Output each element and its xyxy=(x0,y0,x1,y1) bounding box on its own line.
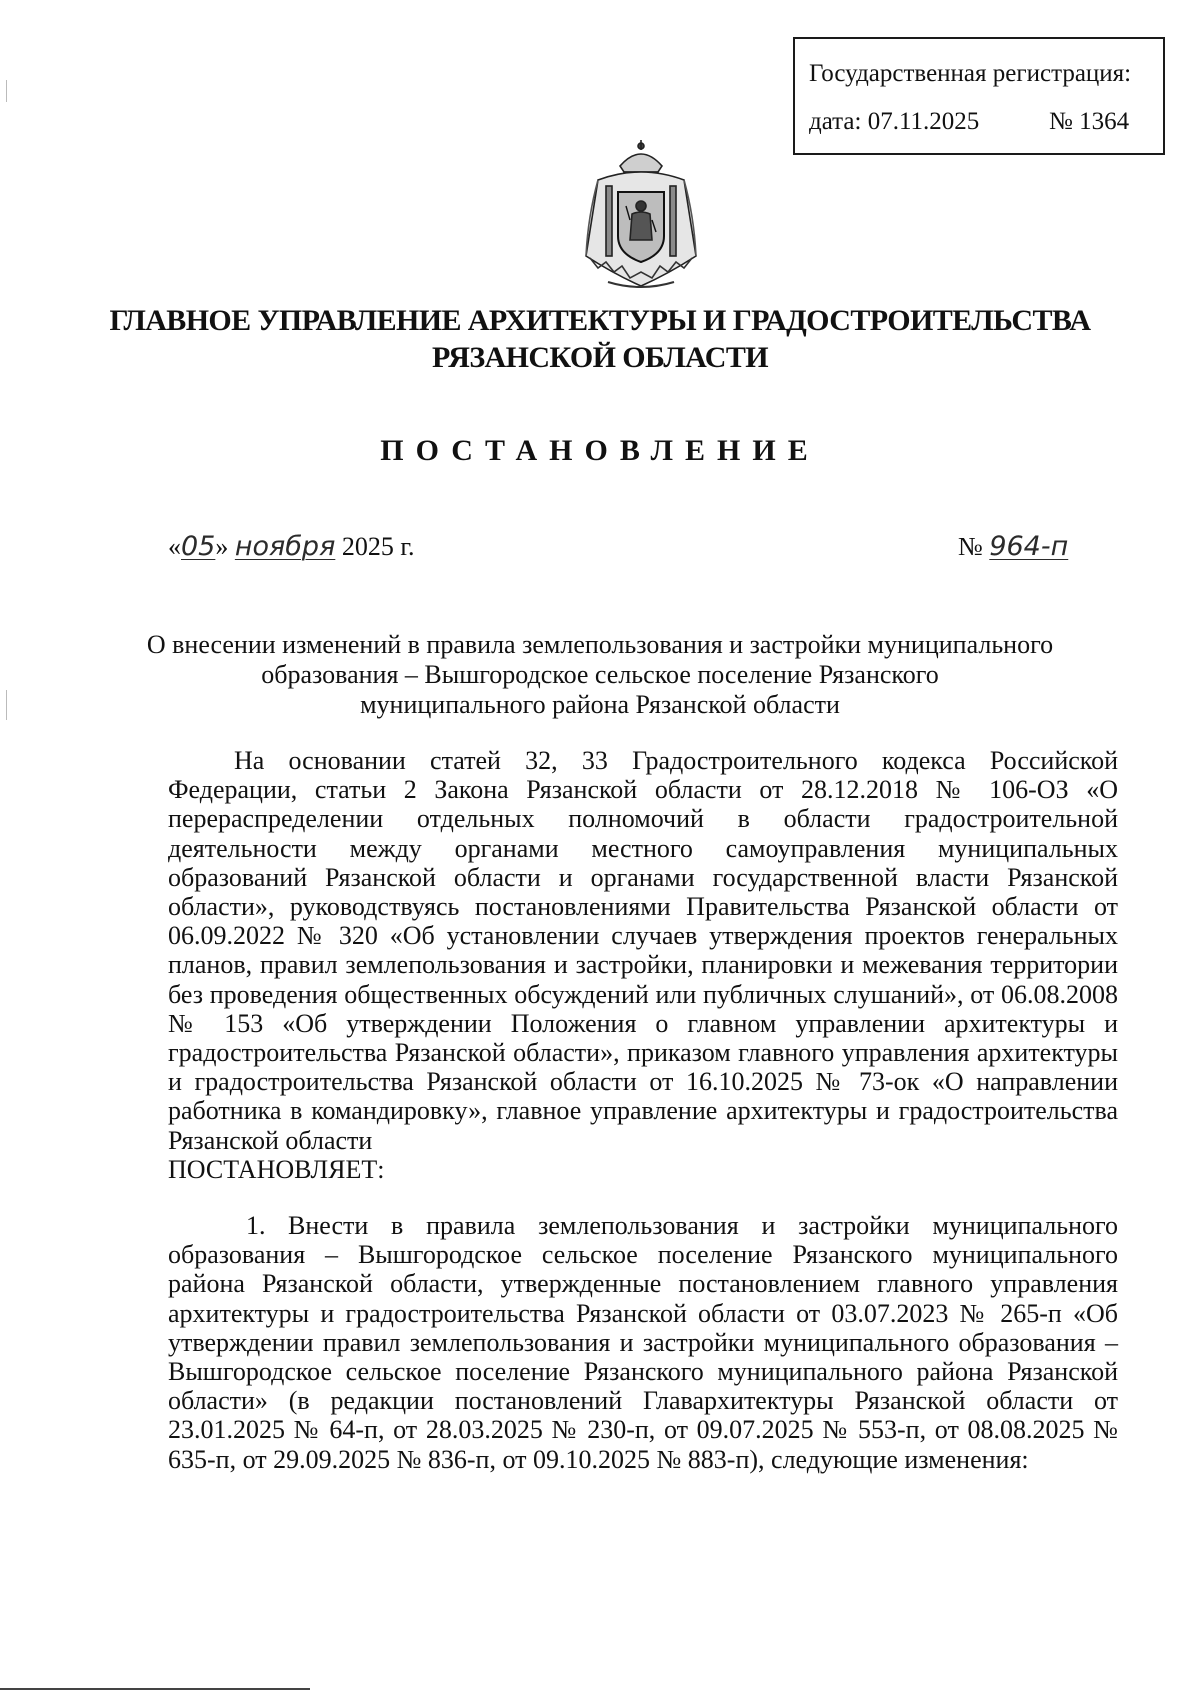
coat-of-arms-emblem xyxy=(568,136,714,296)
date-quote-close: » xyxy=(215,532,229,561)
item-1-block xyxy=(168,1211,1118,1474)
subject-line-2: образования – Вышгородское сельское поселение Рязанского xyxy=(261,660,939,689)
decree-number-handwritten: 964-п xyxy=(989,531,1069,562)
resolves-word: ПОСТАНОВЛЯЕТ: xyxy=(168,1154,385,1184)
scan-margin-mark xyxy=(6,80,7,102)
organization-name xyxy=(0,302,1200,376)
item-1-number: 1. xyxy=(246,1211,266,1240)
decree-month-handwritten: ноября xyxy=(234,531,336,562)
state-registration-stamp xyxy=(793,37,1165,155)
registration-number: № 1364 xyxy=(1049,108,1130,135)
preamble-block xyxy=(168,746,1118,1184)
registration-title: Государственная регистрация: xyxy=(809,60,1132,87)
document-type-heading: ПОСТАНОВЛЕНИЕ xyxy=(380,434,820,467)
organization-name-line-1: ГЛАВНОЕ УПРАВЛЕНИЕ АРХИТЕКТУРЫ И ГРАДОСТРОИТЕЛЬСТВА xyxy=(109,304,1091,337)
preamble-paragraph: На основании статей 32, 33 Градостроительного кодекса Российской Федерации, статьи 2 Закона Рязанской области от 28.12.2018 № 106-ОЗ «О перераспределении отдельных полномочий в области градостроительной деятельности между органами местного самоуправления муниципальных образований Рязанской области и органами государственной власти Рязанской области», руководствуясь постановлениями Правительства Рязанской области от 06.09.2022 № 320 «Об установлении случаев утверждения проектов генеральных планов, правил землепользования и застройки, планировки и межевания территории без проведения общественных обсуждений или публичных слушаний», от 06.08.2008 № 153 «Об утверждении Положения о главном управлении архитектуры и градостроительства Рязанской области», приказом главного управления архитектуры и градостроительства Рязанской области от 16.10.2025 № 73-ок «О направлении работника в командировку», главное управление архитектуры и градостроительства Рязанской области xyxy=(168,746,1118,1155)
item-1-text: Внести в правила землепользования и застройки муниципального образования – Вышгородское сельское поселение Рязанского муниципального района Рязанской области, утвержденные постановлением главного управления архитектуры и градостроительства Рязанской области от 03.07.2023 № 265-п «Об утверждении правил землепользования и застройки муниципального образования – Вышгородское сельское поселение Рязанского муниципального района Рязанской области» (в редакции постановлений Главархитектуры Рязанской области от 23.01.2025 № 64-п, от 28.03.2025 № 230-п, от 09.07.2025 № 553-п, от 08.08.2025 № 635-п, от 29.09.2025 № 836-п, от 09.10.2025 № 883-п), следующие изменения: xyxy=(168,1211,1118,1474)
footer-rule xyxy=(0,1688,310,1690)
decree-day-handwritten: 05 xyxy=(181,531,216,562)
date-quote-open: « xyxy=(168,532,181,561)
decree-number-prefix: № xyxy=(958,532,983,561)
decree-number xyxy=(958,533,1068,560)
registration-date: дата: 07.11.2025 xyxy=(809,108,980,135)
organization-name-line-2: РЯЗАНСКОЙ ОБЛАСТИ xyxy=(432,341,768,374)
decree-subject xyxy=(0,630,1200,720)
subject-line-1: О внесении изменений в правила землепользования и застройки муниципального xyxy=(146,630,1054,659)
decree-year: 2025 г. xyxy=(341,532,415,561)
item-1-paragraph xyxy=(168,1211,1118,1474)
subject-line-3: муниципального района Рязанской области xyxy=(360,690,840,719)
decree-date xyxy=(168,533,415,560)
